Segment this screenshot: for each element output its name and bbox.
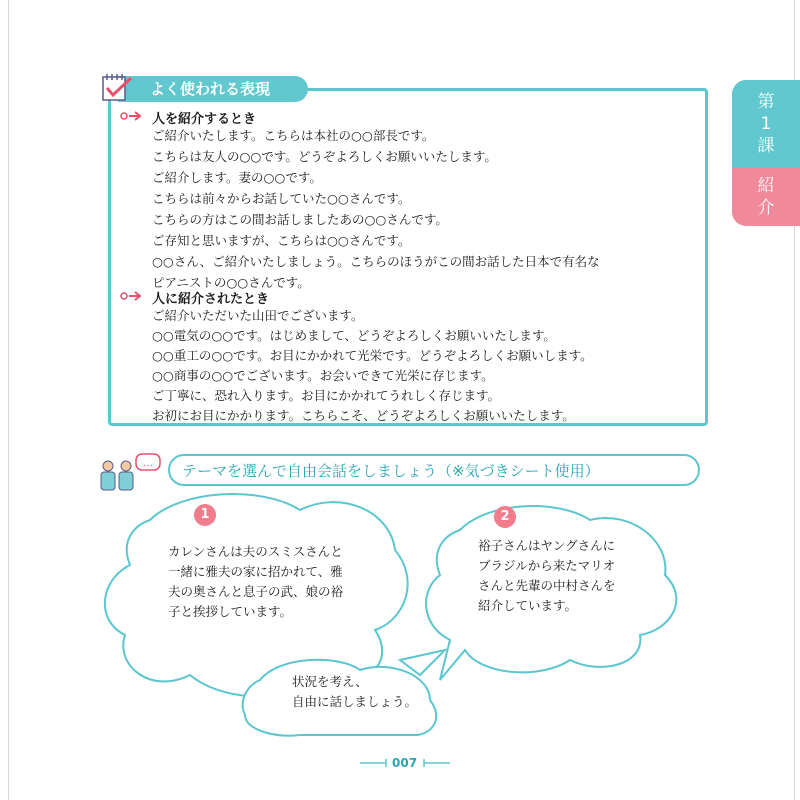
bubble-1-line: 夫の奥さんと息子の武、娘の裕	[168, 584, 344, 599]
topic-char: 介	[757, 198, 775, 218]
section1-title	[152, 108, 256, 127]
center-bubble-line: 自由に話しましょう。	[292, 694, 418, 709]
section2-line: ○○商事の○○でございます。お会いできて光栄に存じます。	[152, 368, 494, 383]
bubble-1-line: 一緒に雅夫の家に招かれて、雅	[168, 564, 343, 579]
bubble-1-number: 1	[194, 504, 216, 526]
bubble-2-line: さんと先輩の中村さんを	[478, 578, 616, 593]
lesson-char: 課	[757, 136, 775, 156]
section1-line: こちらは前々からお話していた○○さんです。	[152, 191, 411, 206]
section1-line: ご紹介いたします。こちらは本社の○○部長です。	[152, 128, 435, 143]
section1-line: ピアニストの○○さんです。	[152, 275, 310, 290]
section1-line: こちらは友人の○○です。どうぞよろしくお願いいたします。	[152, 149, 497, 164]
page-number: 007	[392, 756, 418, 770]
section2-line: ご丁寧に、恐れ入ります。お目にかかれてうれしく存じます。	[152, 388, 501, 403]
section2-line: ○○電気の○○です。はじめまして、どうぞよろしくお願いいたします。	[152, 328, 556, 343]
lesson-char: 第	[757, 92, 775, 112]
section2-line: お初にお目にかかります。こちらこそ、どうぞよろしくお願いいたします。	[152, 408, 575, 423]
theme-banner-text: テーマを選んで自由会話をしましょう（※気づきシート使用）	[182, 462, 600, 480]
bubble-1-line: 子と挨拶しています。	[168, 604, 293, 619]
section1-title-text: 人を紹介するとき	[152, 112, 257, 127]
arrow-icon	[120, 291, 142, 301]
section1-line: ご紹介します。妻の○○です。	[152, 170, 322, 185]
section2-title-text: 人に紹介されたとき	[152, 292, 270, 307]
section2-title	[152, 288, 269, 307]
topic-char: 紹	[757, 176, 775, 196]
section2-line: ご紹介いただいた山田でございます。	[152, 308, 364, 323]
bubble-2-line: 紹介しています。	[478, 598, 578, 613]
lesson-char: 1	[760, 114, 772, 134]
center-bubble-line: 状況を考え、	[292, 674, 368, 689]
bubble-2-line: 裕子さんはヤングさんに	[478, 538, 616, 553]
chat-dots: …	[143, 458, 153, 469]
section2-line: ○○重工の○○です。お目にかかれて光栄です。どうぞよろしくお願いします。	[152, 348, 593, 363]
expressions-header: よく使われる表現	[150, 80, 271, 98]
people-chat-icon	[96, 452, 162, 492]
topic-tab	[732, 168, 800, 226]
section1-line: こちらの方はこの間お話しましたあの○○さんです。	[152, 212, 448, 227]
bubble-2-number: 2	[494, 506, 516, 528]
bubble-2-line: ブラジルから来たマリオ	[478, 558, 616, 573]
lesson-tab	[732, 80, 800, 168]
section1-line: ご存知と思いますが、こちらは○○さんです。	[152, 233, 411, 248]
memo-check-icon	[100, 72, 134, 102]
section1-line: ○○さん、ご紹介いたしましょう。こちらのほうがこの間お話した日本で有名な	[152, 254, 600, 269]
bubble-1-line: カレンさんは夫のスミスさんと	[168, 544, 343, 559]
arrow-icon	[120, 111, 142, 121]
